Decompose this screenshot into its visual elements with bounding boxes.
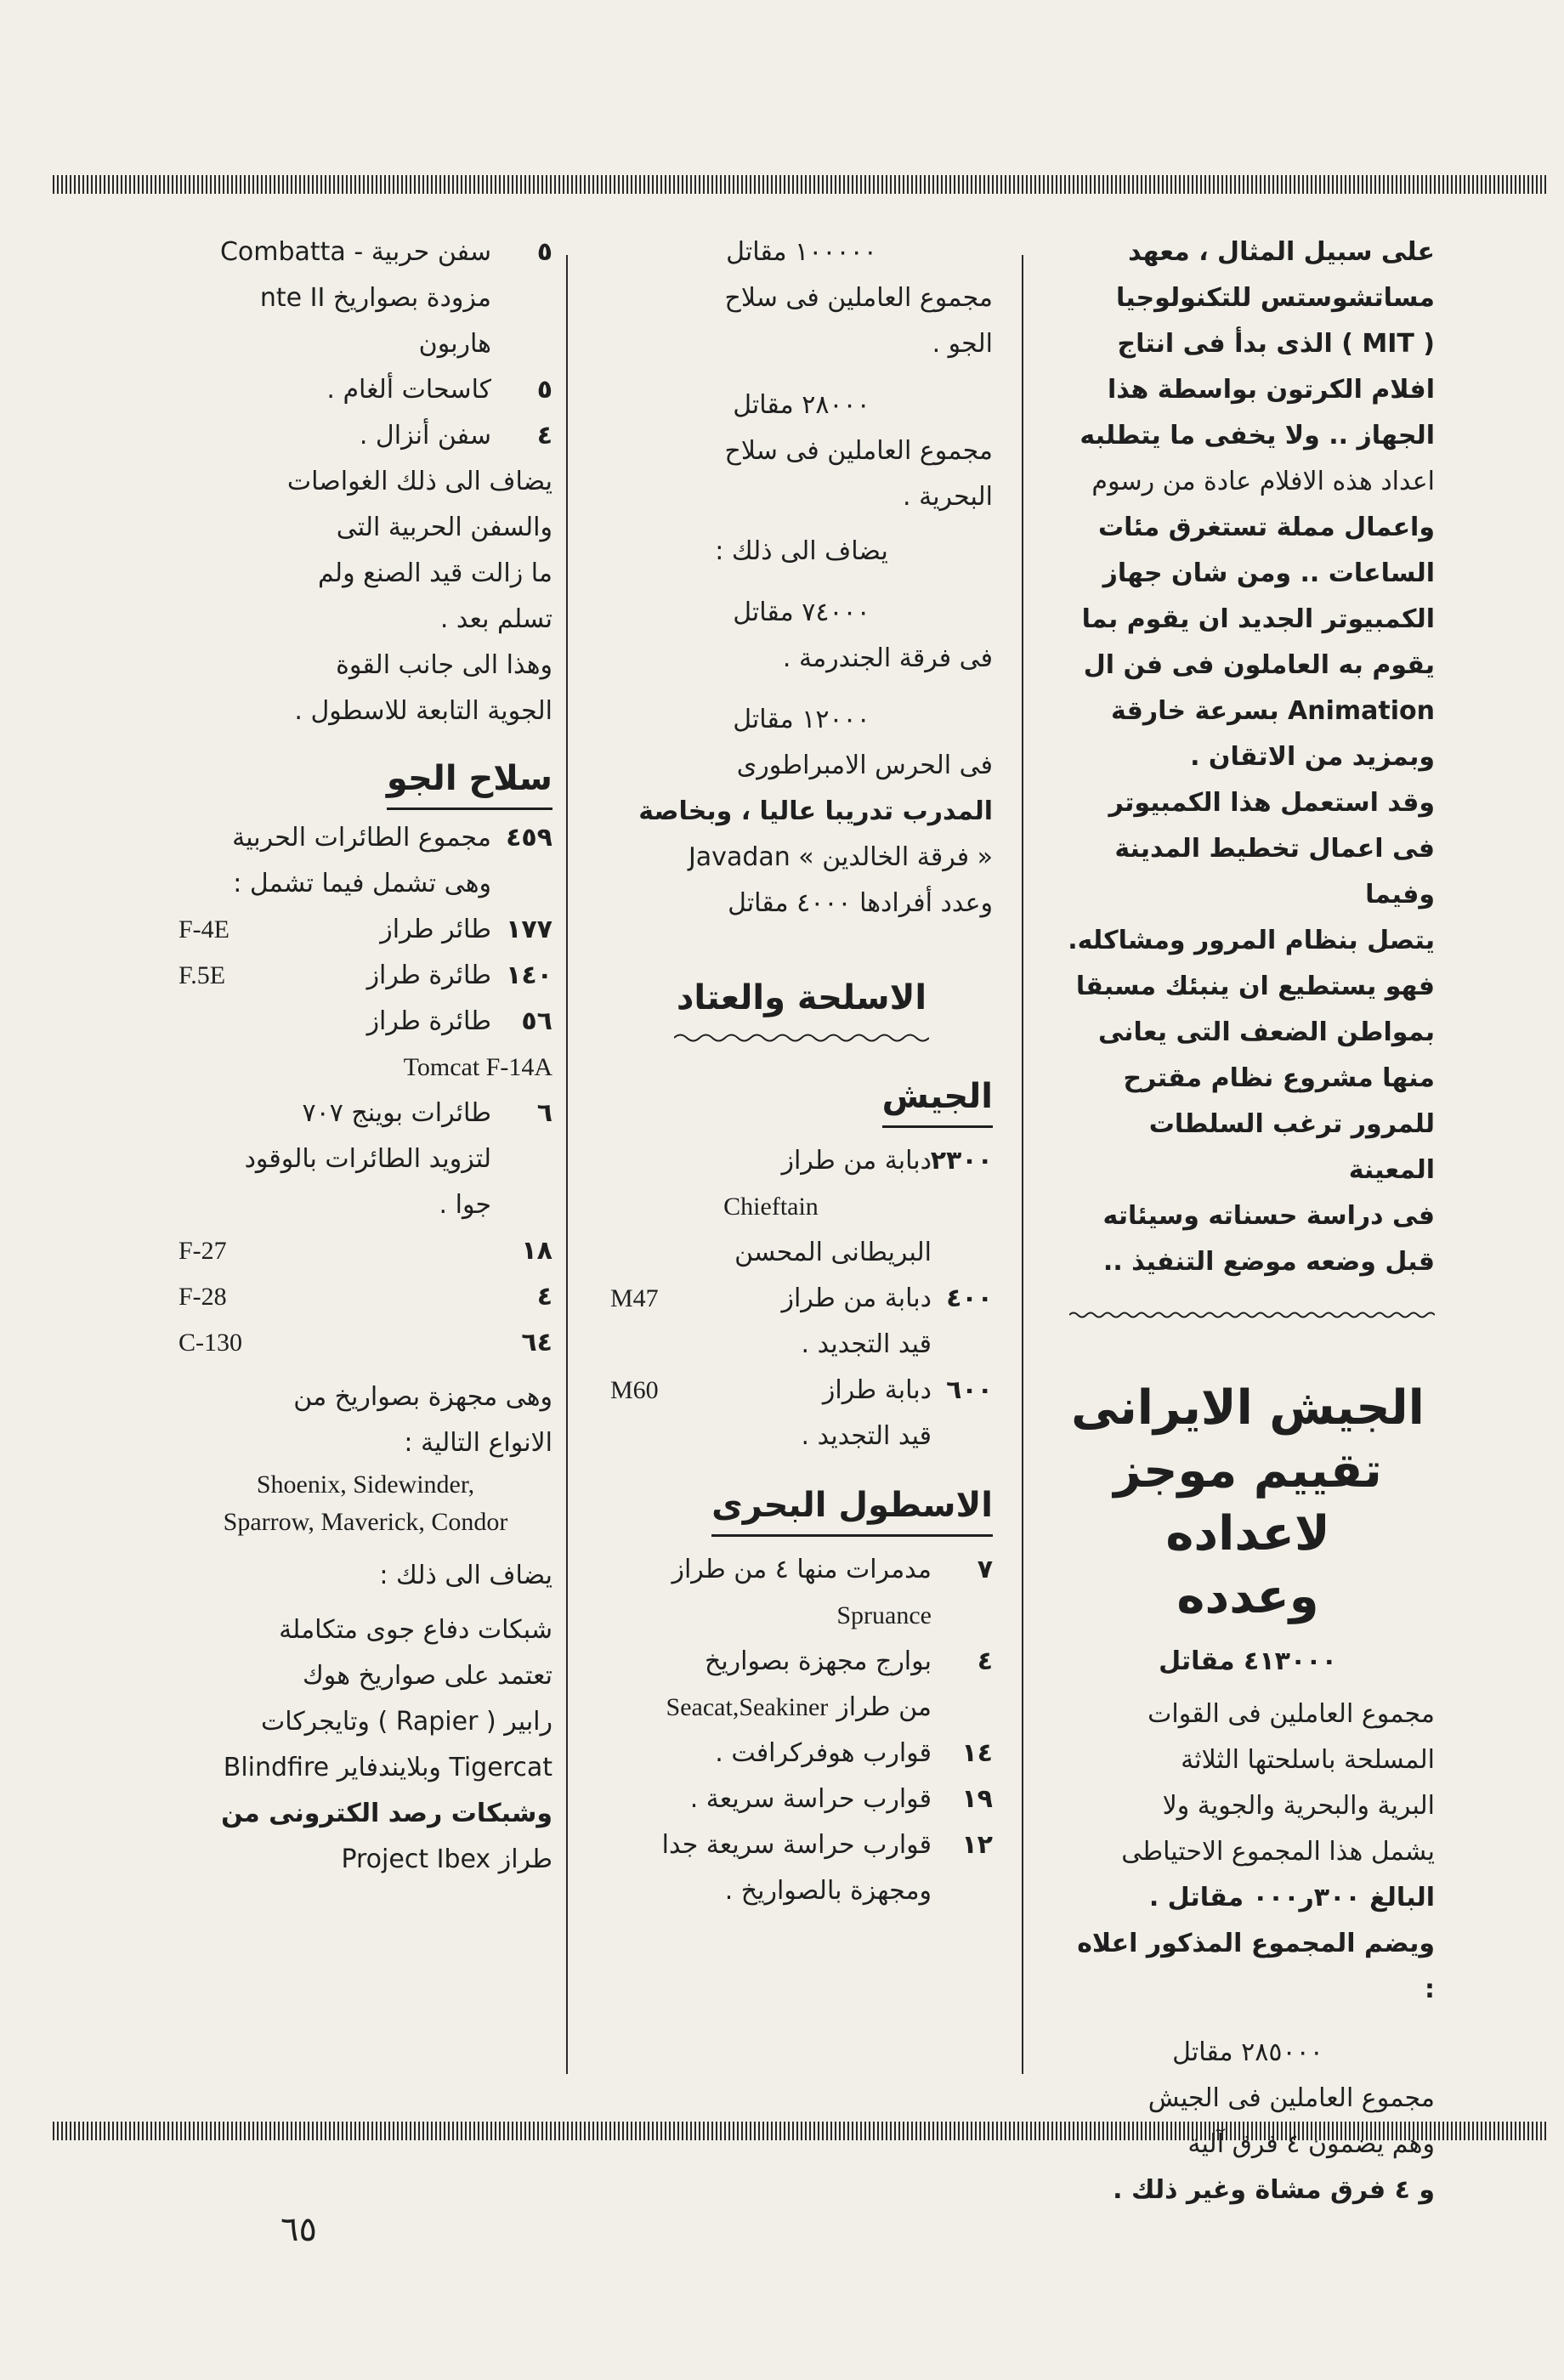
item-count: ١٧٧	[506, 915, 552, 944]
item-text: مجموع الطائرات الحربية	[232, 823, 491, 853]
column-separator-right	[1022, 255, 1023, 2074]
item-extra: هاربون	[418, 329, 491, 359]
item-text: دبابة طراز	[822, 1375, 932, 1405]
item-count: ١٤	[961, 1738, 993, 1768]
text-line: منها مشروع نظام مقترح	[1123, 1063, 1435, 1093]
text-line: Shoenix, Sidewinder,	[256, 1470, 475, 1499]
text-line: البرية والبحرية والجوية ولا	[1162, 1791, 1435, 1821]
intro-text	[1061, 230, 1435, 1285]
item-count: ٦٤	[521, 1328, 552, 1357]
list-item	[178, 953, 552, 999]
air-list	[178, 907, 552, 1366]
air-total: ١٠٠٠٠٠ مقاتل	[726, 237, 877, 267]
column-middle	[610, 230, 993, 1914]
list-item	[610, 1276, 993, 1368]
item-text: مدمرات منها ٤ من طراز	[672, 1555, 932, 1584]
text-line: ( MIT ) الذى بدأ فى انتاج	[1117, 329, 1435, 359]
list-item	[610, 1138, 993, 1276]
item-text: طائر طراز	[380, 915, 491, 944]
text-line: فى الحرس الامبراطورى	[736, 751, 993, 780]
text-line: مجموع العاملين فى الجيش	[1148, 2083, 1435, 2113]
title-line: الجيش الايرانى	[1071, 1380, 1425, 1436]
text-line: مساتشوستس للتكنولوجيا	[1115, 283, 1435, 313]
item-extra: ومجهزة بالصواريخ .	[724, 1876, 932, 1906]
text-line: فهو يستطيع ان ينبئك مسبقا	[1075, 972, 1435, 1001]
text-line: Sparrow, Maverick, Condor	[223, 1508, 508, 1536]
item-extra: مزودة بصواريخ nte II	[259, 283, 491, 313]
item-extra: قيد التجديد .	[801, 1329, 932, 1359]
page-number: ٦٥	[280, 2210, 317, 2249]
total-count: ٤١٣٠٠٠ مقاتل	[1159, 1646, 1337, 1676]
list-item	[178, 999, 552, 1091]
text-line: وهم يضمون ٤ فرق آلية	[1187, 2129, 1435, 2159]
text-line: وهذا الى جانب القوة	[336, 650, 552, 680]
item-latin: F-28	[178, 1283, 227, 1311]
item-text: قوارب هوفركرافت .	[715, 1738, 932, 1768]
text-line: للمرور ترغب السلطات المعينة	[1148, 1109, 1435, 1185]
item-count: ١٤٠	[506, 960, 552, 990]
item-count: ٢٣٠٠	[930, 1146, 993, 1176]
text-line: فى فرقة الجندرمة .	[782, 643, 993, 673]
item-extra: جوا .	[439, 1190, 491, 1220]
army-list	[610, 1138, 993, 1459]
text-line: الجهاز .. ولا يخفى ما يتطلبه	[1080, 421, 1435, 450]
item-latin: M60	[610, 1376, 659, 1404]
item-count: ٦	[536, 1098, 552, 1128]
fleet-heading: الاسطول البحرى	[711, 1480, 993, 1537]
column-right	[1061, 230, 1435, 2213]
text-line: « فرقة الخالدين » Javadan	[688, 842, 993, 872]
text-line: الجو .	[932, 329, 993, 359]
item-latin: M47	[610, 1284, 659, 1312]
text-line: طراز Project Ibex	[341, 1844, 552, 1874]
title-line: تقييم موجز لاعداده	[1114, 1443, 1382, 1561]
item-latin: Spruance	[836, 1601, 932, 1629]
item-text: قوارب حراسة سريعة جدا	[661, 1830, 932, 1860]
list-item	[178, 907, 552, 953]
text-line: رابير ( Rapier ) وتايجركات	[261, 1707, 552, 1737]
item-count: ٤٥٩	[506, 823, 552, 853]
guard-total: ١٢٠٠٠ مقاتل	[733, 705, 870, 734]
item-count: ١٢	[961, 1830, 993, 1860]
add-label: يضاف الى ذلك :	[379, 1561, 552, 1590]
text-line: مجموع العاملين فى القوات	[1148, 1699, 1435, 1729]
missiles-intro	[178, 1374, 552, 1466]
fleet-note	[178, 459, 552, 734]
item-text: كاسحات ألغام .	[326, 375, 491, 405]
item-count: ١٩	[961, 1784, 993, 1814]
item-text: بوارج مجهزة بصواريخ	[704, 1646, 932, 1676]
list-item	[178, 1274, 552, 1320]
item-latin: F.5E	[178, 961, 226, 989]
text-line: وبمزيد من الاتقان .	[1190, 742, 1435, 772]
text-line: على سبيل المثال ، معهد	[1128, 237, 1435, 267]
item-count: ٤	[536, 1282, 552, 1312]
weapons-heading: الاسلحة والعتاد	[676, 978, 927, 1017]
air-defense	[178, 1607, 552, 1883]
gendarmerie-total: ٧٤٠٠٠ مقاتل	[733, 598, 870, 627]
text-line: فى دراسة حسناته وسيئاته	[1102, 1201, 1435, 1231]
item-extra: البريطانى المحسن	[734, 1238, 932, 1267]
list-item	[178, 1228, 552, 1274]
text-line: افلام الكرتون بواسطة هذا	[1107, 375, 1435, 405]
item-count: ١٨	[521, 1236, 552, 1266]
army-total: ٢٨٥٠٠٠ مقاتل	[1172, 2037, 1323, 2067]
item-text: قوارب حراسة سريعة .	[689, 1784, 932, 1814]
text-line: Tigercat وبلايندفاير Blindfire	[223, 1753, 552, 1782]
item-latin: Seacat,Seakiner	[666, 1693, 829, 1721]
text-line: شبكات دفاع جوى متكاملة	[279, 1615, 552, 1645]
item-count: ٥	[536, 375, 552, 405]
item-text: طائرات بوينج ٧٠٧	[302, 1098, 491, 1128]
text-line: يتصل بنظام المرور ومشاكله.	[1068, 926, 1435, 955]
text-line: بمواطن الضعف التى يعانى	[1097, 1017, 1435, 1047]
list-item	[610, 1731, 993, 1776]
list-item	[610, 1822, 993, 1914]
list-item	[178, 1320, 552, 1366]
text-line: الجوية التابعة للاسطول .	[294, 696, 552, 726]
text-line: يضاف الى ذلك الغواصات	[286, 467, 552, 496]
text-line: وهى مجهزة بصواريخ من	[293, 1382, 552, 1412]
text-line: و ٤ فرق مشاة وغير ذلك .	[1113, 2175, 1435, 2205]
wavy-divider	[1069, 1311, 1435, 1319]
navy-total: ٢٨٠٠٠ مقاتل	[733, 390, 870, 420]
missiles-list	[178, 1466, 552, 1541]
text-line: واعمال مملة تستغرق مئات	[1098, 513, 1435, 542]
text-line: المدرب تدريبا عاليا ، وبخاصة	[638, 796, 993, 826]
item-count: ٧	[977, 1555, 993, 1584]
text-line: ويضم المجموع المذكور اعلاه :	[1077, 1929, 1435, 2004]
text-line: قبل وضعه موضع التنفيذ ..	[1102, 1247, 1435, 1277]
text-line: والسفن الحربية التى	[336, 513, 552, 542]
list-item	[178, 413, 552, 459]
item-count: ٤٠٠	[946, 1284, 993, 1313]
text-line: وقد استعمل هذا الكمبيوتر	[1108, 788, 1435, 818]
list-item	[610, 1368, 993, 1459]
text-line: وعدد أفرادها ٤٠٠٠ مقاتل	[728, 888, 993, 918]
text-line: الكمبيوتر الجديد ان يقوم بما	[1081, 604, 1435, 634]
text-line: البحرية .	[903, 482, 993, 512]
air-intro	[178, 815, 552, 907]
item-extra: لتزويد الطائرات بالوقود	[244, 1144, 491, 1174]
item-latin: Chieftain	[723, 1193, 819, 1221]
list-item	[610, 1547, 993, 1639]
text-line: تسلم بعد .	[439, 604, 552, 634]
text-line: يشمل هذا المجموع الاحتياطى	[1121, 1837, 1435, 1867]
text-line: الساعات .. ومن شان جهاز	[1102, 558, 1435, 588]
item-count: ٥	[536, 237, 552, 267]
army-heading: الجيش	[882, 1071, 993, 1128]
item-count: ٤	[536, 421, 552, 450]
fleet-cont-list	[178, 230, 552, 459]
item-text: سفن حربية - Combatta	[219, 237, 491, 267]
text-line: تعتمد على صواريخ هوك	[303, 1661, 552, 1691]
text-line: وشبكات رصد الكترونى من	[221, 1799, 552, 1828]
item-count: ٦٠٠	[946, 1375, 993, 1405]
list-item	[178, 230, 552, 367]
list-item	[178, 367, 552, 413]
heading-wave	[674, 1032, 929, 1044]
item-text: دبابة من طراز	[781, 1146, 932, 1176]
column-separator-left	[566, 255, 568, 2074]
item-count: ٥٦	[521, 1006, 552, 1036]
text-line: مجموع العاملين فى سلاح	[724, 283, 993, 313]
item-extra: قيد التجديد .	[801, 1421, 932, 1451]
text-line: المسلحة باسلحتها الثلاثة	[1181, 1745, 1435, 1775]
item-suffix: من طراز	[836, 1692, 932, 1722]
air-heading: سلاح الجو	[387, 753, 552, 810]
fleet-list	[610, 1547, 993, 1914]
text-line: البالغ ٣٠٠ر٠٠٠ مقاتل .	[1148, 1883, 1435, 1912]
text-line: Animation بسرعة خارقة	[1111, 696, 1435, 726]
text-line: اعداد هذه الافلام عادة من رسوم	[1091, 467, 1435, 496]
item-latin: Tomcat F-14A	[403, 1053, 552, 1081]
item-text: طائرة طراز	[366, 1006, 491, 1036]
add-label: يضاف الى ذلك :	[715, 536, 888, 566]
text-line: الانواع التالية :	[404, 1428, 552, 1458]
list-item	[178, 1091, 552, 1228]
top-rule	[53, 175, 1547, 194]
title-line: وعدده	[1176, 1569, 1319, 1624]
text-line: مجموع العاملين فى سلاح	[724, 436, 993, 466]
list-item	[610, 1776, 993, 1822]
column-left	[178, 230, 552, 1883]
item-latin: C-130	[178, 1329, 242, 1357]
item-text: سفن أنزال .	[359, 421, 491, 450]
item-latin: F-4E	[178, 915, 230, 944]
item-count: ٤	[977, 1646, 993, 1676]
item-extra: وهى تشمل فيما تشمل :	[233, 869, 491, 898]
article-title	[1061, 1377, 1435, 1629]
text-line: فى اعمال تخطيط المدينة وفيما	[1114, 834, 1435, 910]
list-item	[610, 1639, 993, 1731]
item-text: طائرة طراز	[366, 960, 491, 990]
text-line: يقوم به العاملون فى فن ال	[1083, 650, 1435, 680]
item-latin: F-27	[178, 1237, 227, 1265]
item-text: دبابة من طراز	[781, 1284, 932, 1313]
text-line: ما زالت قيد الصنع ولم	[317, 558, 552, 588]
